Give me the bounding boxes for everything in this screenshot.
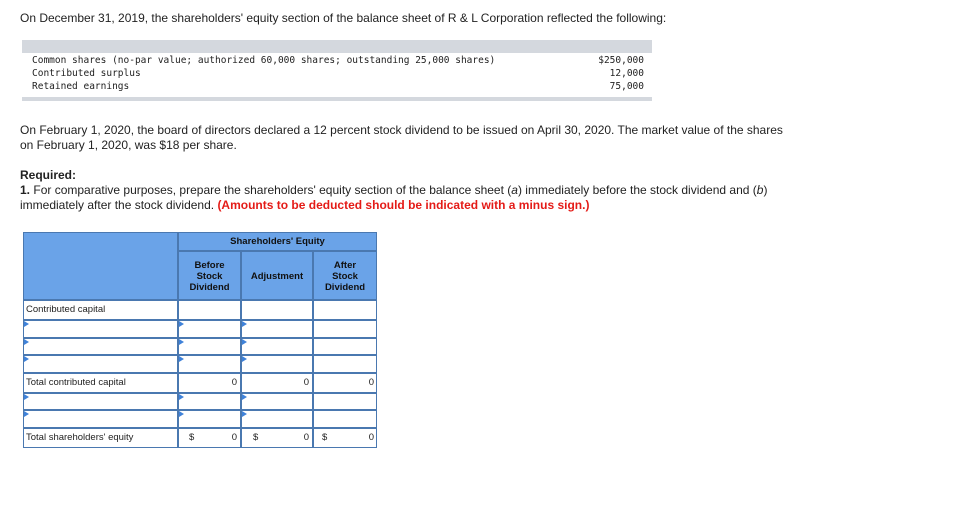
total-contributed-adjustment-value: 0	[303, 377, 309, 388]
dropdown-flag-icon	[24, 411, 29, 417]
requirement-part-a: a	[511, 183, 518, 197]
total-equity-after-value: 0	[368, 432, 374, 443]
empty-cell	[178, 300, 241, 320]
dropdown-flag-icon	[179, 411, 184, 417]
equity-row-label: Retained earnings	[32, 81, 130, 92]
currency-symbol: $	[253, 432, 259, 443]
equity-row-amount: 12,000	[609, 68, 644, 79]
equity-row-amount: $250,000	[598, 55, 644, 66]
dropdown-flag-icon	[242, 411, 247, 417]
equity-row-label: Contributed surplus	[32, 68, 141, 79]
requirement-text	[20, 183, 790, 213]
after-amount-input[interactable]	[313, 320, 377, 338]
before-amount-input[interactable]	[178, 355, 241, 373]
dividend-paragraph: On February 1, 2020, the board of directors declared a 12 percent stock dividend to be issued on April 30, 2020. The market value of the shares on February 1, 2020, was $18 per share.	[20, 123, 783, 152]
total-equity-label: Total shareholders' equity	[26, 432, 134, 443]
required-heading: Required:	[20, 168, 77, 182]
dropdown-flag-icon	[242, 394, 247, 400]
after-amount-input[interactable]	[313, 393, 377, 410]
total-contributed-before-value: 0	[231, 377, 237, 388]
total-contributed-label: Total contributed capital	[26, 377, 126, 388]
intro-text: On December 31, 2019, the shareholders' equity section of the balance sheet of R & L Corporation reflected the following:	[20, 11, 667, 25]
col-header-line: Dividend	[189, 282, 230, 293]
dropdown-flag-icon	[179, 339, 184, 345]
requirement-text-part: ) immediately before the stock dividend and (	[517, 183, 757, 197]
after-amount-input[interactable]	[313, 338, 377, 355]
account-name-input[interactable]	[23, 410, 178, 428]
worksheet-title: Shareholders' Equity	[230, 236, 325, 247]
adjustment-amount-input[interactable]	[241, 338, 313, 355]
dropdown-flag-icon	[179, 356, 184, 362]
equity-box-bottom-band	[22, 97, 652, 101]
requirement-text-part: For comparative purposes, prepare the shareholders' equity section of the balance sheet (	[33, 183, 512, 197]
currency-symbol: $	[189, 432, 195, 443]
currency-symbol: $	[322, 432, 328, 443]
minus-sign-note: (Amounts to be deducted should be indicated with a minus sign.)	[217, 198, 590, 212]
dropdown-flag-icon	[24, 339, 29, 345]
col-header-line: Dividend	[324, 282, 366, 293]
requirement-text-part: ) immediately after the stock dividend.	[20, 183, 768, 212]
dropdown-flag-icon	[24, 321, 29, 327]
col-header-line: After	[333, 260, 357, 271]
total-contributed-after-value: 0	[368, 377, 374, 388]
dropdown-flag-icon	[24, 356, 29, 362]
dropdown-flag-icon	[242, 356, 247, 362]
col-header-adjustment: Adjustment	[250, 271, 304, 282]
empty-cell	[313, 300, 377, 320]
equity-row-label: Common shares (no-par value; authorized 60,000 shares; outstanding 25,000 shares)	[32, 55, 496, 66]
equity-row-contributed-surplus	[32, 68, 644, 81]
dropdown-flag-icon	[179, 321, 184, 327]
equity-row-amount: 75,000	[609, 81, 644, 92]
before-amount-input[interactable]	[178, 320, 241, 338]
dropdown-flag-icon	[242, 339, 247, 345]
equity-summary-box	[22, 40, 652, 101]
equity-box-top-band	[22, 40, 652, 53]
requirement-part-b: b	[756, 183, 764, 197]
col-header-before	[178, 260, 241, 293]
header-label-column	[23, 232, 178, 300]
equity-row-common-shares	[32, 55, 644, 68]
adjustment-amount-input[interactable]	[241, 410, 313, 428]
requirement-number: 1.	[20, 183, 31, 197]
account-name-input[interactable]	[23, 338, 178, 355]
adjustment-amount-input[interactable]	[241, 393, 313, 410]
account-name-input[interactable]	[23, 393, 178, 410]
after-amount-input[interactable]	[313, 410, 377, 428]
before-amount-input[interactable]	[178, 393, 241, 410]
col-header-line: Before	[194, 260, 225, 271]
account-name-input[interactable]	[23, 320, 178, 338]
adjustment-amount-input[interactable]	[241, 355, 313, 373]
contributed-capital-label: Contributed capital	[26, 304, 106, 315]
empty-cell	[241, 300, 313, 320]
adjustment-amount-input[interactable]	[241, 320, 313, 338]
dropdown-flag-icon	[242, 321, 247, 327]
dropdown-flag-icon	[179, 394, 184, 400]
col-header-line: Stock	[332, 271, 358, 282]
dropdown-flag-icon	[24, 394, 29, 400]
account-name-input[interactable]	[23, 355, 178, 373]
equity-row-retained-earnings	[32, 81, 644, 94]
shareholders-equity-worksheet	[23, 232, 377, 448]
total-equity-before-value: 0	[231, 432, 237, 443]
before-amount-input[interactable]	[178, 410, 241, 428]
total-equity-adjustment-value: 0	[303, 432, 309, 443]
col-header-after	[313, 260, 377, 293]
before-amount-input[interactable]	[178, 338, 241, 355]
col-header-line: Stock	[196, 271, 223, 282]
after-amount-input[interactable]	[313, 355, 377, 373]
